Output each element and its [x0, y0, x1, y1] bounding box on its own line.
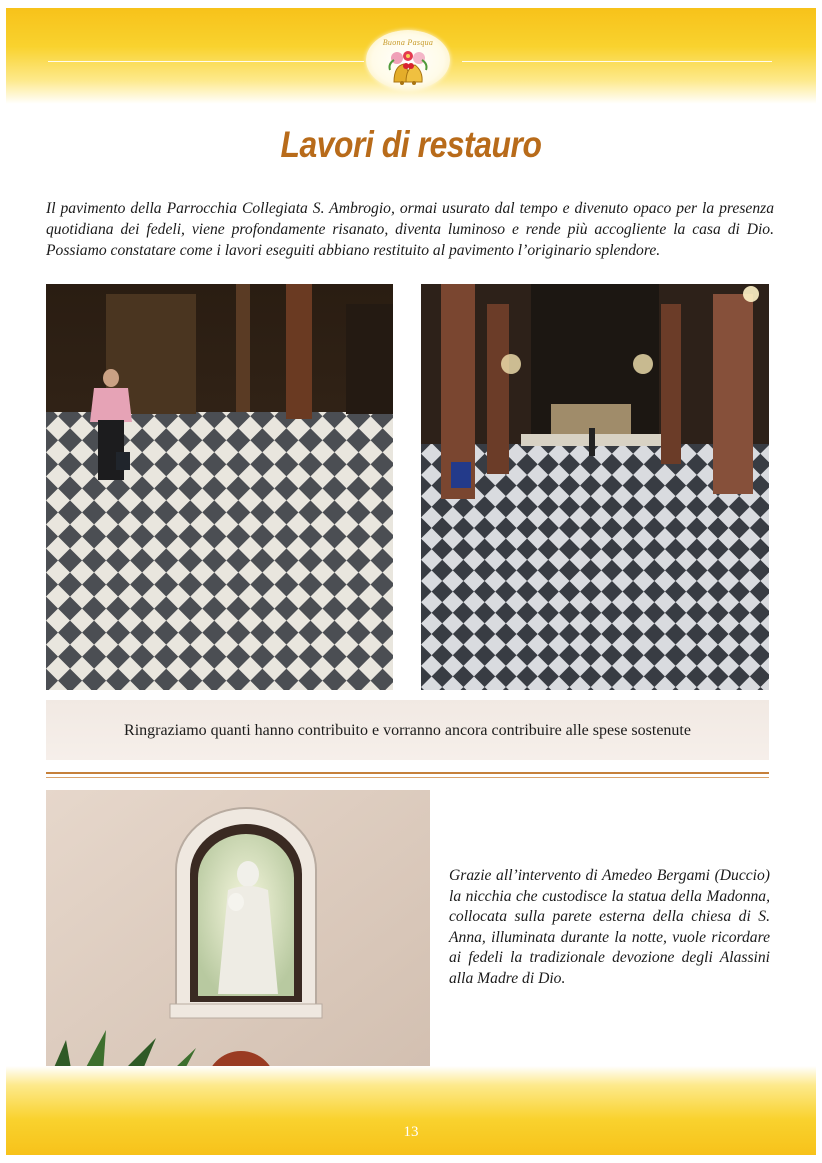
thanks-text: Ringraziamo quanti hanno contribuito e vorranno ancora contribuire alle spese sostenute [124, 722, 691, 739]
madonna-statue-image [46, 790, 430, 1086]
floor-restoration-photo-right [421, 284, 769, 690]
church-nave-image [421, 284, 769, 690]
section-divider-thin [46, 777, 769, 778]
intro-paragraph: Il pavimento della Parrocchia Collegiata S. Ambrogio, ormai usurato dal tempo e divenuto opaco per la presenza quotidiana dei fedeli, viene profondamente risanato, diventa luminoso e rende più accogliente la casa di Dio. Possiamo constatare come i lavori eseguiti abbiano restituito al pavimento l’originario splendore. [46, 200, 774, 259]
page-number: 13 [403, 1124, 419, 1140]
header-rule-right [462, 61, 772, 62]
header-rule-left [48, 61, 364, 62]
footer-band [6, 1066, 816, 1155]
bells-icon [366, 30, 450, 90]
section-divider [46, 772, 769, 774]
madonna-niche-photo [46, 790, 430, 1086]
church-floor-image [46, 284, 393, 690]
page-title: Lavori di restauro [280, 124, 542, 165]
easter-logo [366, 30, 450, 90]
niche-caption: Grazie all’intervento di Amedeo Bergami (Duccio) la nicchia che custodisce la statua della Madonna, collocata sulla parete esterna della chiesa di S. Anna, illuminata durante la notte, vuole ricordare ai fedeli la tradizionale devozione degli Alassini alla Madre di Dio. [449, 867, 770, 987]
logo-text: Buona Pasqua [382, 38, 434, 47]
floor-restoration-photo-left [46, 284, 393, 690]
